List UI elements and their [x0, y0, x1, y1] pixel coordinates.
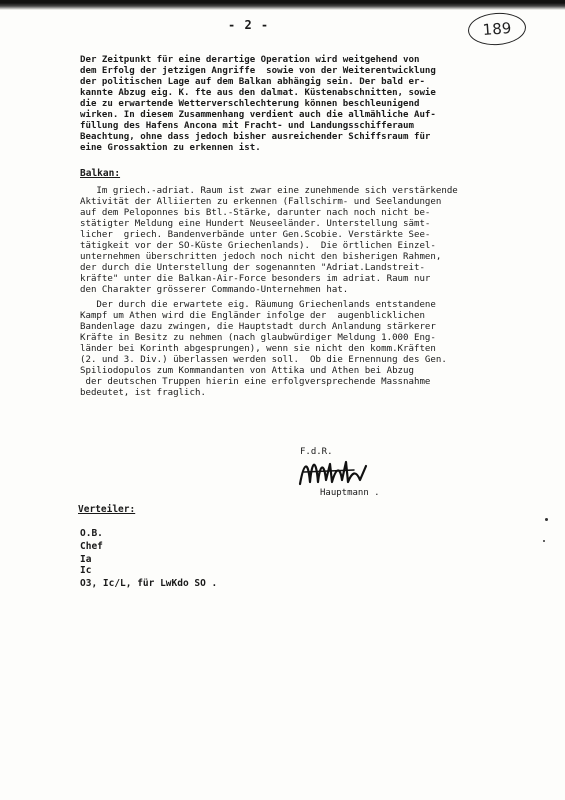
distribution-item: O.B. — [80, 528, 103, 539]
scan-speck — [545, 518, 548, 521]
scan-speck — [543, 540, 545, 542]
distribution-item: Ic — [80, 565, 92, 576]
text-line: (2. und 3. Div.) überlassen werden soll. Ob die Ernennung des Gen. — [80, 355, 447, 365]
signature-rank: Hauptmann . — [320, 488, 380, 498]
text-line: bedeutet, ist fraglich. — [80, 388, 206, 398]
distribution-heading: Verteiler: — [78, 504, 136, 515]
distribution-item: O3, Ic/L, für LwKdo SO . — [80, 578, 218, 589]
text-line: auf dem Peloponnes bis Btl.-Stärke, darunter nach noch nicht be- — [80, 208, 431, 218]
text-line: der deutschen Truppen hierin eine erfolgversprechende Massnahme — [80, 377, 431, 387]
text-line: tätigkeit vor der SO-Küste Griechenlands). Die örtlichen Einzel- — [80, 241, 436, 251]
handwritten-signature — [294, 454, 374, 490]
page-number: - 2 - — [228, 18, 270, 32]
text-line: den Charakter grösserer Commando-Unternehmen hat. — [80, 285, 349, 295]
section-heading-balkan: Balkan: — [80, 168, 121, 179]
text-line: die zu erwartende Wetterverschlechterung können beschleunigend — [80, 99, 420, 109]
text-line: wirken. In diesem Zusammenhang verdient auch die allmähliche Auf- — [80, 110, 436, 120]
text-line: länder bei Korinth abgesprungen), wenn sie nicht den komm.Kräften — [80, 344, 436, 354]
text-line: füllung des Hafens Ancona mit Fracht- und Landungsschifferaum — [80, 121, 414, 131]
distribution-item: Chef — [80, 541, 103, 552]
text-line: eine Grossaktion zu erkennen ist. — [80, 143, 261, 153]
text-line: der durch die Unterstellung der sogenannten "Adriat.Landstreit- — [80, 263, 425, 273]
text-line: Aktivität der Alliierten zu erkennen (Fallschirm- und Seelandungen — [80, 197, 442, 207]
distribution-item: Ia — [80, 554, 92, 565]
signature-fdr-label: F.d.R. — [300, 447, 333, 457]
archive-stamp — [467, 11, 527, 47]
text-line: dem Erfolg der jetzigen Angriffe sowie von der Weiterentwicklung — [80, 66, 436, 76]
text-line: kräfte" unter die Balkan-Air-Force besonders im adriat. Raum nur — [80, 274, 431, 284]
text-line: licher griech. Bandenverbände unter Gen.Scobie. Verstärkte See- — [80, 230, 431, 240]
text-line: kannte Abzug eig. K. fte aus den dalmat. Küstenabschnitten, sowie — [80, 88, 436, 98]
scan-edge-shadow — [0, 0, 565, 10]
text-line: Spiliodopulos zum Kommandanten von Attika und Athen bei Abzug — [80, 366, 414, 376]
text-line: Der durch die erwartete eig. Räumung Griechenlands entstandene — [80, 300, 436, 310]
text-line: der politischen Lage auf dem Balkan abhängig sein. Der bald er- — [80, 77, 425, 87]
text-line: Der Zeitpunkt für eine derartige Operation wird weitgehend von — [80, 55, 420, 65]
text-line: Beachtung, ohne dass jedoch bisher ausreichender Schiffsraum für — [80, 132, 431, 142]
text-line: stätigter Meldung eine Hundert Neuseeländer. Unterstellung sämt- — [80, 219, 431, 229]
text-line: unternehmen überschritten jedoch noch nicht den bisherigen Rahmen, — [80, 252, 442, 262]
text-line: Bandenlage dazu zwingen, die Hauptstadt durch Anlandung stärkerer — [80, 322, 436, 332]
text-line: Im griech.-adriat. Raum ist zwar eine zunehmende sich verstärkende — [80, 186, 458, 196]
text-line: Kräfte in Besitz zu nehmen (nach glaubwürdiger Meldung 1.000 Eng- — [80, 333, 436, 343]
archive-stamp-number: 189 — [482, 19, 512, 39]
text-line: Kampf um Athen wird die Engländer infolge der augenblicklichen — [80, 311, 425, 321]
